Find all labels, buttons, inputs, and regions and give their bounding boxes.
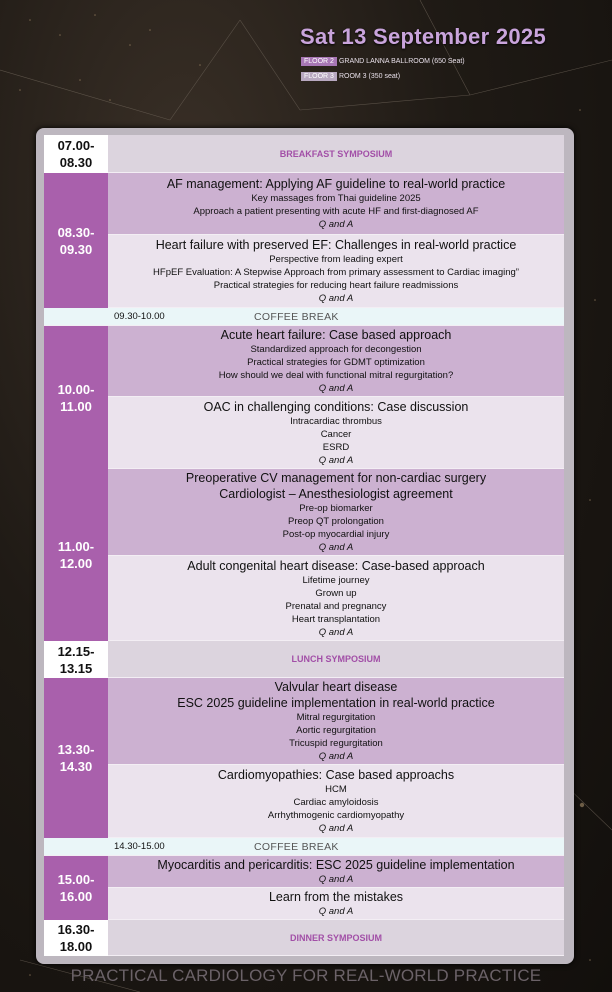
time-label: 12.15- 13.15 [57,643,95,676]
session-item: How should we deal with functional mitral regurgitation? [218,370,454,381]
schedule-table [44,135,564,956]
session-qa: Q and A [318,383,354,394]
schedule-row [44,135,564,173]
session-item: Pre-op biomarker [299,503,373,514]
schedule-row [44,173,564,308]
session-item: Standardized approach for decongestion [250,344,422,355]
session-item: Key massages from Thai guideline 2025 [251,193,421,204]
time-cell [44,135,108,173]
time-label: 10.00- 11.00 [57,381,95,414]
legend-text: ROOM 3 (350 seat) [338,73,401,80]
session-qa: Q and A [318,626,354,638]
session-title: Heart failure with preserved EF: Challenges in real-world practice [155,238,517,252]
session-qa: Q and A [318,542,354,553]
session-item: HCM [325,784,347,795]
session-item: Mitral regurgitation [296,712,376,723]
session-item: Practical strategies for reducing heart failure readmissions [213,280,459,291]
session-block [108,888,564,920]
session-item: Practical strategies for GDMT optimization [247,357,425,368]
session-block [108,469,564,556]
session-title: Adult congenital heart disease: Case-based approach [187,558,485,573]
time-cell [44,173,108,308]
session-qa: Q and A [318,219,354,230]
session-title: AF management: Applying AF guideline to real-world practice [166,177,506,191]
time-cell [44,920,108,956]
session-block [108,765,564,838]
session-item: Post-op myocardial injury [282,529,390,540]
page-title: Sat 13 September 2025 [300,24,546,49]
session-qa: Q and A [318,874,354,885]
schedule-row [44,641,564,678]
break-label: COFFEE BREAK [254,840,339,853]
schedule-row [44,856,564,920]
session-item: Intracardiac thrombus [290,415,382,427]
schedule-row [44,469,564,641]
session-item: Grown up [315,587,357,599]
session-item: Approach a patient presenting with acute HF and first-diagnosed AF [193,206,479,217]
footer-tagline: PRACTICAL CARDIOLOGY FOR REAL-WORLD PRACTICE [70,966,542,985]
session-block [108,235,564,308]
time-label: 11.00- 12.00 [57,539,95,571]
coffee-break-row [44,838,564,856]
legend-tag: FLOOR 2 [301,57,337,66]
session-item: Perspective from leading expert [269,254,403,265]
session-qa: Q and A [318,293,354,304]
session-qa: Q and A [318,751,354,762]
session-block [108,173,564,235]
time-cell [44,469,108,641]
session-block [108,326,564,397]
legend-tag: FLOOR 3 [301,72,337,81]
session-item: Lifetime journey [302,574,370,586]
schedule-row [44,920,564,956]
time-label: 07.00- 08.30 [57,138,95,170]
legend-floor-2 [301,57,465,66]
session-item: HFpEF Evaluation: A Stepwise Approach from primary assessment to Cardiac imaging” [153,267,519,278]
session-title: Preoperative CV management for non-cardiac surgery [185,471,487,485]
symposium-cell [108,920,564,956]
symposium-label: DINNER SYMPOSIUM [289,932,382,943]
session-subtitle: Cardiologist – Anesthesiologist agreement [219,487,453,501]
session-title: Learn from the mistakes [268,890,404,904]
session-title: Myocarditis and pericarditis: ESC 2025 guideline implementation [157,858,515,872]
schedule-row [44,326,564,469]
time-label: 16.30- 18.00 [57,922,95,954]
session-item: Cardiac amyloidosis [293,797,379,808]
break-label: COFFEE BREAK [254,310,339,323]
legend-floor-3 [301,72,400,81]
time-label: 13.30- 14.30 [57,742,95,774]
time-cell [44,641,108,678]
session-title: OAC in challenging conditions: Case discussion [203,399,469,414]
session-title: Cardiomyopathies: Case based approachs [217,768,455,782]
symposium-cell [108,135,564,173]
symposium-label: LUNCH SYMPOSIUM [291,654,381,664]
time-cell [44,678,108,838]
time-cell [44,326,108,469]
session-qa: Q and A [318,454,354,466]
time-label: 08.30- 09.30 [57,224,95,257]
break-time: 14.30-15.00 [114,841,165,852]
session-item: ESRD [322,441,350,453]
session-subtitle: ESC 2025 guideline implementation in real-world practice [177,696,495,710]
schedule-row [44,678,564,838]
session-item: Aortic regurgitation [296,725,376,736]
session-block [108,856,564,888]
session-block [108,397,564,469]
session-item: Cancer [320,428,352,440]
symposium-cell [108,641,564,678]
session-qa: Q and A [318,823,354,834]
time-cell [44,856,108,920]
session-item: Heart transplantation [291,613,381,625]
time-label: 15.00- 16.00 [57,872,95,904]
symposium-label: BREAKFAST SYMPOSIUM [279,148,393,159]
legend-text: GRAND LANNA BALLROOM (650 Seat) [338,58,465,65]
session-block [108,678,564,765]
break-time: 09.30-10.00 [114,311,165,322]
session-item: Arrhythmogenic cardiomyopathy [267,810,405,821]
session-title: Valvular heart disease [274,680,398,694]
session-item: Preop QT prolongation [288,516,384,527]
session-item: Tricuspid regurgitation [289,738,383,749]
session-block [108,556,564,641]
session-item: Prenatal and pregnancy [285,600,387,612]
coffee-break-row [44,308,564,326]
session-title: Acute heart failure: Case based approach [220,328,452,342]
session-qa: Q and A [318,906,354,917]
